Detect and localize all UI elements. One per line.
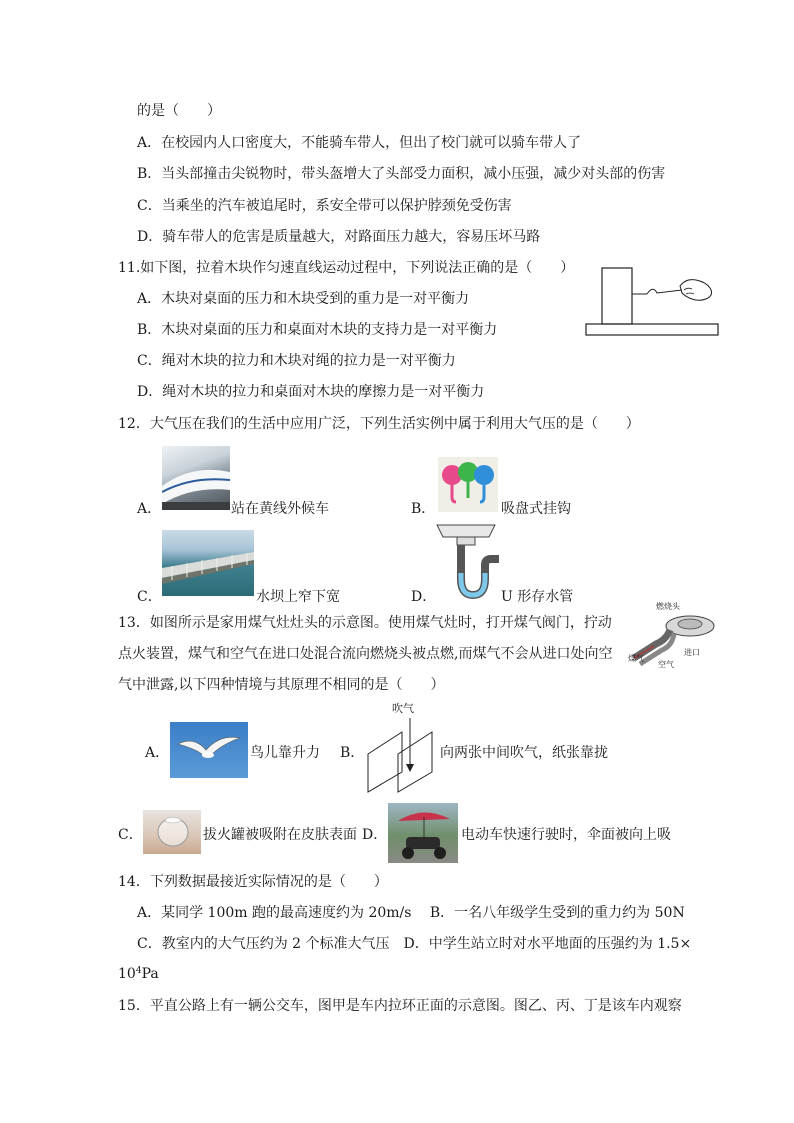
q13-c-text: 拔火罐被吸附在皮肤表面: [203, 827, 357, 843]
q14-unit: Pa: [141, 966, 159, 982]
q10-option-d: D．骑车带人的危害是质量越大，对路面压力越大，容易压坏马路: [137, 229, 541, 245]
q11-option-c: C．绳对木块的拉力和木块对绳的拉力是一对平衡力: [137, 353, 456, 369]
paper-blow-diagram: [362, 702, 438, 794]
q14-power-exp: 4: [135, 966, 142, 976]
q12-c-text: 水坝上窄下宽: [256, 589, 340, 605]
suction-hooks-photo: [438, 457, 498, 512]
q11-option-b: B．木块对桌面的压力和桌面对木块的支持力是一对平衡力: [137, 322, 498, 338]
cupping-jar-photo: [143, 810, 201, 854]
q13-b-letter: B．: [340, 745, 365, 761]
q12-a-letter: A．: [137, 501, 162, 517]
block-pull-diagram: [585, 264, 720, 340]
q14-line-1: A．某同学 100m 跑的最高速度约为 20m/s B．一名八年级学生受到的重力约为 50N: [137, 905, 685, 921]
q10-option-b: B．当头部撞击尖锐物时，带头盔增大了头部受力面积，减小压强，减少对头部的伤害: [137, 166, 666, 182]
q14-stem: 14．下列数据最接近实际情况的是（ ）: [118, 874, 388, 890]
u-trap-pipe-diagram: [433, 521, 499, 601]
q15-stem: 15．平直公路上有一辆公交车，图甲是车内拉环正面的示意图。图乙、丙、丁是该车内观察: [118, 998, 682, 1014]
seagull-photo: [170, 722, 248, 778]
q13-a-letter: A．: [145, 745, 170, 761]
q12-b-letter: B．: [411, 501, 436, 517]
label-burner: 燃烧头: [656, 602, 680, 611]
q10-option-a: A．在校园内人口密度大，不能骑车带人，但出了校门就可以骑车带人了: [137, 135, 582, 151]
q11-option-a: A．木块对桌面的压力和木块受到的重力是一对平衡力: [137, 291, 470, 307]
q11-option-d: D．绳对木块的拉力和桌面对木块的摩擦力是一对平衡力: [137, 384, 485, 400]
q13-c-letter: C．: [118, 827, 143, 843]
train-photo: [162, 446, 230, 510]
q13-d-text: 电动车快速行驶时，伞面被向上吸: [461, 827, 671, 843]
q11-stem: 11.如下图，拉着木块作匀速直线运动过程中，下列说法正确的是（ ）: [118, 260, 575, 276]
label-inlet: 进口: [684, 648, 700, 657]
q14-line-2: C．教室内的大气压约为 2 个标准大气压 D．中学生站立时对水平地面的压强约为 1.5×: [137, 936, 692, 952]
dam-photo: [162, 530, 254, 596]
q12-b-text: 吸盘式挂钩: [501, 501, 571, 517]
gas-stove-diagram: [626, 600, 722, 672]
q10-option-c: C．当乘坐的汽车被追尾时，系安全带可以保护脖颈免受伤害: [137, 198, 512, 214]
q10-stem-tail: 的是（ ）: [137, 103, 221, 119]
q12-stem: 12．大气压在我们的生活中应用广泛，下列生活实例中属于利用大气压的是（ ）: [118, 416, 640, 432]
scooter-umbrella-photo: [388, 803, 458, 863]
q12-d-text: U 形存水管: [501, 589, 574, 605]
q13-b-text: 向两张中间吹气，纸张靠拢: [440, 745, 608, 761]
q13-line-3: 气中泄露,以下四种情境与其原理不相同的是（ ）: [118, 677, 445, 693]
q14-line-3: [118, 964, 159, 984]
q13-a-text: 鸟儿靠升力: [250, 745, 320, 761]
q14-power-base: 10: [118, 966, 136, 982]
blow-label: 吹气: [392, 702, 414, 715]
q13-d-letter: D．: [362, 827, 388, 843]
q12-a-text: 站在黄线外候车: [231, 501, 329, 517]
q13-line-1: 13．如图所示是家用煤气灶灶头的示意图。使用煤气灶时，打开煤气阀门，拧动: [118, 615, 612, 631]
q13-line-2: 点火装置，煤气和空气在进口处混合流向燃烧头被点燃,而煤气不会从进口处向空: [118, 646, 613, 662]
label-air: 空气: [658, 660, 674, 669]
q12-d-letter: D．: [411, 589, 437, 605]
label-gas: 煤气: [628, 654, 644, 663]
q12-c-letter: C．: [137, 589, 162, 605]
